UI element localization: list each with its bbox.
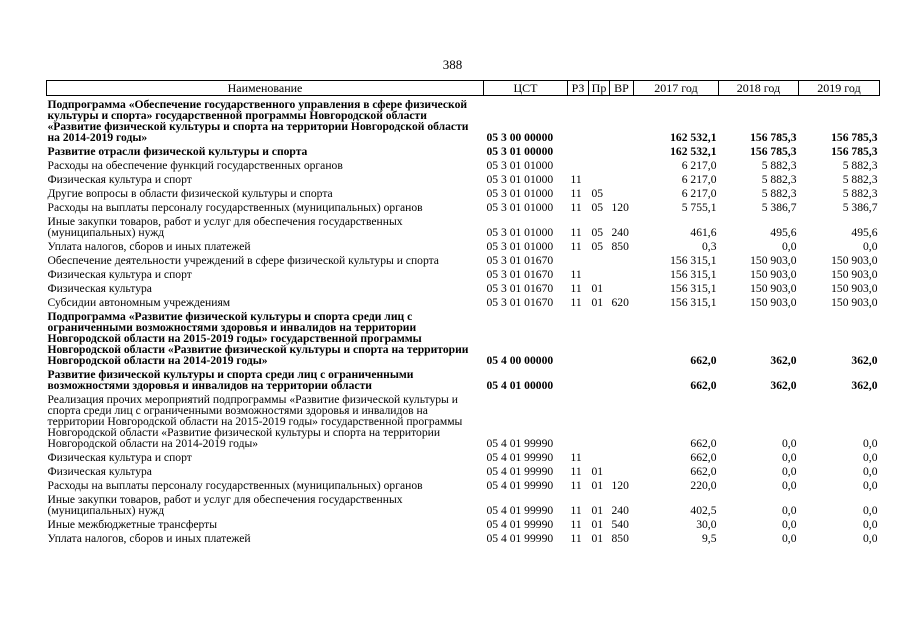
row-pr <box>589 310 610 368</box>
row-value-2018: 362,0 <box>770 354 797 367</box>
table-row <box>47 518 880 532</box>
row-value-2018: 5 386,7 <box>761 201 797 214</box>
row-value-2018: 0,0 <box>782 479 797 492</box>
row-pr <box>589 145 610 159</box>
row-name: Уплата налогов, сборов и иных платежей <box>47 532 251 545</box>
row-value-2019: 156 785,3 <box>831 145 878 158</box>
header-cst: ЦСТ <box>484 81 568 96</box>
row-vr: 240 <box>611 226 629 239</box>
row-rz: 11 <box>570 451 582 464</box>
row-value-2017: 6 217,0 <box>681 159 717 172</box>
row-value-2017: 461,6 <box>690 226 717 239</box>
row-value-2019: 5 882,3 <box>842 159 878 172</box>
row-rz: 11 <box>570 173 582 186</box>
row-vr <box>610 310 634 368</box>
row-pr <box>589 268 610 282</box>
row-value-2017: 662,0 <box>690 465 717 478</box>
row-cst: 05 3 01 01670 <box>486 254 554 267</box>
row-rz <box>568 159 589 173</box>
row-pr <box>589 96 610 146</box>
table-row <box>47 159 880 173</box>
row-value-2017: 220,0 <box>690 479 717 492</box>
row-name: Подпрограмма «Обеспечение государственного управления в сфере физической культуры и спорта» государственной программы Новгородской области «Развитие физической культуры и спорта на территории Новгородской области на 2014-2019 годы» <box>47 98 469 144</box>
table-row <box>47 187 880 201</box>
row-name: Субсидии автономным учреждениям <box>47 296 231 309</box>
row-name: Физическая культура и спорт <box>47 268 192 281</box>
row-value-2018: 362,0 <box>770 379 797 392</box>
row-cst: 05 3 01 01000 <box>486 187 554 200</box>
row-rz: 11 <box>570 201 582 214</box>
row-rz: 11 <box>570 240 582 253</box>
row-vr: 240 <box>611 504 629 517</box>
row-value-2018: 0,0 <box>782 437 797 450</box>
row-name: Физическая культура <box>47 465 152 478</box>
row-value-2019: 5 386,7 <box>842 201 878 214</box>
table-row <box>47 201 880 215</box>
row-vr <box>610 268 634 282</box>
row-name: Обеспечение деятельности учреждений в сфере физической культуры и спорта <box>47 254 439 267</box>
row-value-2018: 150 903,0 <box>750 282 797 295</box>
row-pr <box>589 173 610 187</box>
row-vr: 620 <box>611 296 629 309</box>
row-cst: 05 4 01 99990 <box>486 465 554 478</box>
row-pr: 01 <box>591 504 604 517</box>
row-value-2017: 662,0 <box>690 354 717 367</box>
row-value-2017: 30,0 <box>696 518 717 531</box>
row-cst: 05 3 01 01000 <box>486 240 554 253</box>
row-value-2017: 9,5 <box>702 532 717 545</box>
row-cst: 05 4 00 00000 <box>486 354 554 367</box>
row-name: Развитие отрасли физической культуры и спорта <box>47 145 308 158</box>
row-pr: 05 <box>591 226 604 239</box>
row-value-2018: 0,0 <box>782 240 797 253</box>
row-value-2019: 362,0 <box>851 379 878 392</box>
row-cst: 05 4 01 99990 <box>486 532 554 545</box>
row-value-2018: 0,0 <box>782 465 797 478</box>
table-row <box>47 254 880 268</box>
row-value-2018: 150 903,0 <box>750 296 797 309</box>
row-rz: 11 <box>570 532 582 545</box>
row-cst: 05 3 01 01000 <box>486 226 554 239</box>
row-pr <box>589 393 610 451</box>
row-value-2018: 5 882,3 <box>761 173 797 186</box>
row-value-2018: 495,6 <box>770 226 797 239</box>
row-value-2019: 0,0 <box>863 479 878 492</box>
row-value-2017: 156 315,1 <box>670 254 717 267</box>
row-name: Физическая культура и спорт <box>47 173 192 186</box>
row-cst: 05 4 01 99990 <box>486 518 554 531</box>
table-row <box>47 96 880 146</box>
table-row <box>47 310 880 368</box>
row-value-2019: 156 785,3 <box>831 131 878 144</box>
row-value-2017: 662,0 <box>690 379 717 392</box>
row-value-2018: 0,0 <box>782 504 797 517</box>
row-vr <box>610 173 634 187</box>
header-pr: Пр <box>589 81 610 96</box>
row-cst: 05 3 01 01670 <box>486 268 554 281</box>
table-body <box>47 96 880 547</box>
row-value-2018: 156 785,3 <box>750 145 797 158</box>
row-value-2017: 662,0 <box>690 451 717 464</box>
row-name: Расходы на выплаты персоналу государственных (муниципальных) органов <box>47 201 423 214</box>
table-row <box>47 465 880 479</box>
row-cst: 05 4 01 99990 <box>486 479 554 492</box>
table-row <box>47 532 880 546</box>
row-cst: 05 3 01 01670 <box>486 296 554 309</box>
row-pr: 01 <box>591 532 604 545</box>
row-value-2017: 5 755,1 <box>681 201 717 214</box>
row-cst: 05 3 01 01000 <box>486 159 554 172</box>
row-pr: 01 <box>591 282 604 295</box>
row-cst: 05 4 01 99990 <box>486 437 554 450</box>
row-rz: 11 <box>570 282 582 295</box>
row-cst: 05 3 01 01670 <box>486 282 554 295</box>
row-value-2017: 162 532,1 <box>670 145 717 158</box>
row-value-2019: 5 882,3 <box>842 173 878 186</box>
table-row <box>47 493 880 518</box>
row-name: Развитие физической культуры и спорта среди лиц с ограниченными возможностями здоровья и инвалидов на территории области <box>47 368 414 392</box>
row-rz <box>568 368 589 393</box>
row-name: Иные межбюджетные трансферты <box>47 518 218 531</box>
row-rz: 11 <box>570 268 582 281</box>
row-rz <box>568 393 589 451</box>
table-row <box>47 368 880 393</box>
header-2017: 2017 год <box>634 81 719 96</box>
row-rz <box>568 310 589 368</box>
row-pr: 05 <box>591 187 604 200</box>
row-rz <box>568 96 589 146</box>
row-vr <box>610 393 634 451</box>
row-pr: 01 <box>591 465 604 478</box>
header-2018: 2018 год <box>719 81 799 96</box>
row-rz: 11 <box>570 296 582 309</box>
row-vr <box>610 451 634 465</box>
row-value-2017: 156 315,1 <box>670 282 717 295</box>
row-rz: 11 <box>570 479 582 492</box>
row-value-2018: 0,0 <box>782 518 797 531</box>
row-value-2019: 0,0 <box>863 437 878 450</box>
table-row <box>47 479 880 493</box>
row-value-2018: 0,0 <box>782 451 797 464</box>
table-row <box>47 145 880 159</box>
table-row <box>47 268 880 282</box>
row-name: Расходы на выплаты персоналу государственных (муниципальных) органов <box>47 479 423 492</box>
header-vr: ВР <box>610 81 634 96</box>
row-name: Подпрограмма «Развитие физической культуры и спорта среди лиц с ограниченными возможностями здоровья и инвалидов на территории Новгородской области на 2015-2019 годы» государственной программы Новгородской области «Развитие физической культуры и спорта на территории Новгородской области на 2014-2019 годы» <box>47 310 469 367</box>
row-value-2018: 0,0 <box>782 532 797 545</box>
row-rz: 11 <box>570 465 582 478</box>
row-vr: 120 <box>611 201 629 214</box>
header-2019: 2019 год <box>799 81 880 96</box>
row-value-2019: 5 882,3 <box>842 187 878 200</box>
row-value-2017: 156 315,1 <box>670 296 717 309</box>
row-vr <box>610 96 634 146</box>
row-rz: 11 <box>570 187 582 200</box>
row-value-2017: 402,5 <box>690 504 717 517</box>
row-vr <box>610 465 634 479</box>
table-row <box>47 296 880 310</box>
row-pr <box>589 451 610 465</box>
row-value-2017: 156 315,1 <box>670 268 717 281</box>
row-cst: 05 3 01 00000 <box>486 145 554 158</box>
row-name: Иные закупки товаров, работ и услуг для обеспечения государственных (муниципальных) нужд <box>47 215 403 239</box>
table-row <box>47 393 880 451</box>
row-vr <box>610 145 634 159</box>
row-vr: 120 <box>611 479 629 492</box>
row-name: Физическая культура <box>47 282 152 295</box>
row-name: Другие вопросы в области физической культуры и спорта <box>47 187 333 200</box>
row-value-2018: 5 882,3 <box>761 187 797 200</box>
row-pr: 01 <box>591 479 604 492</box>
row-value-2017: 162 532,1 <box>670 131 717 144</box>
row-name: Уплата налогов, сборов и иных платежей <box>47 240 251 253</box>
row-pr: 01 <box>591 296 604 309</box>
row-pr: 05 <box>591 240 604 253</box>
row-value-2017: 0,3 <box>702 240 717 253</box>
row-vr: 850 <box>611 532 629 545</box>
row-rz <box>568 254 589 268</box>
row-pr: 05 <box>591 201 604 214</box>
row-rz: 11 <box>570 504 582 517</box>
row-pr <box>589 254 610 268</box>
row-vr <box>610 254 634 268</box>
row-value-2019: 150 903,0 <box>831 296 878 309</box>
row-value-2019: 150 903,0 <box>831 282 878 295</box>
row-cst: 05 4 01 99990 <box>486 451 554 464</box>
row-pr <box>589 159 610 173</box>
header-rz: РЗ <box>568 81 589 96</box>
row-pr: 01 <box>591 518 604 531</box>
row-rz <box>568 145 589 159</box>
row-value-2017: 662,0 <box>690 437 717 450</box>
row-vr <box>610 159 634 173</box>
row-name: Реализация прочих мероприятий подпрограммы «Развитие физической культуры и спорта среди лиц с ограниченными возможностями здоровья и инвалидов на территории Новгородской области на 2015-2019 годы» государственной программы Новгородской области «Развитие физической культуры и спорта на территории Новгородской области на 2014-2019 годы» <box>47 393 463 450</box>
row-name: Физическая культура и спорт <box>47 451 192 464</box>
row-value-2019: 0,0 <box>863 518 878 531</box>
row-value-2019: 0,0 <box>863 451 878 464</box>
table-row <box>47 240 880 254</box>
table-row <box>47 282 880 296</box>
header-name: Наименование <box>47 81 484 96</box>
row-rz: 11 <box>570 226 582 239</box>
row-vr <box>610 187 634 201</box>
row-name: Расходы на обеспечение функций государственных органов <box>47 159 343 172</box>
row-name: Иные закупки товаров, работ и услуг для обеспечения государственных (муниципальных) нужд <box>47 493 403 517</box>
row-value-2017: 6 217,0 <box>681 187 717 200</box>
row-value-2018: 156 785,3 <box>750 131 797 144</box>
page-number: 388 <box>442 57 463 72</box>
row-value-2019: 150 903,0 <box>831 268 878 281</box>
row-value-2019: 0,0 <box>863 465 878 478</box>
row-cst: 05 4 01 99990 <box>486 504 554 517</box>
row-value-2019: 150 903,0 <box>831 254 878 267</box>
row-cst: 05 3 00 00000 <box>486 131 554 144</box>
budget-table <box>46 80 880 546</box>
table-row <box>47 451 880 465</box>
row-value-2017: 6 217,0 <box>681 173 717 186</box>
row-value-2019: 0,0 <box>863 532 878 545</box>
row-cst: 05 3 01 01000 <box>486 173 554 186</box>
row-value-2019: 0,0 <box>863 240 878 253</box>
row-value-2019: 0,0 <box>863 504 878 517</box>
row-value-2018: 150 903,0 <box>750 268 797 281</box>
row-cst: 05 3 01 01000 <box>486 201 554 214</box>
row-value-2019: 495,6 <box>851 226 878 239</box>
table-row <box>47 215 880 240</box>
row-vr: 540 <box>611 518 629 531</box>
row-value-2018: 150 903,0 <box>750 254 797 267</box>
table-row <box>47 173 880 187</box>
row-value-2019: 362,0 <box>851 354 878 367</box>
row-vr <box>610 282 634 296</box>
row-vr <box>610 368 634 393</box>
row-vr: 850 <box>611 240 629 253</box>
row-value-2018: 5 882,3 <box>761 159 797 172</box>
row-cst: 05 4 01 00000 <box>486 379 554 392</box>
table-header-row <box>47 81 880 96</box>
row-pr <box>589 368 610 393</box>
row-rz: 11 <box>570 518 582 531</box>
